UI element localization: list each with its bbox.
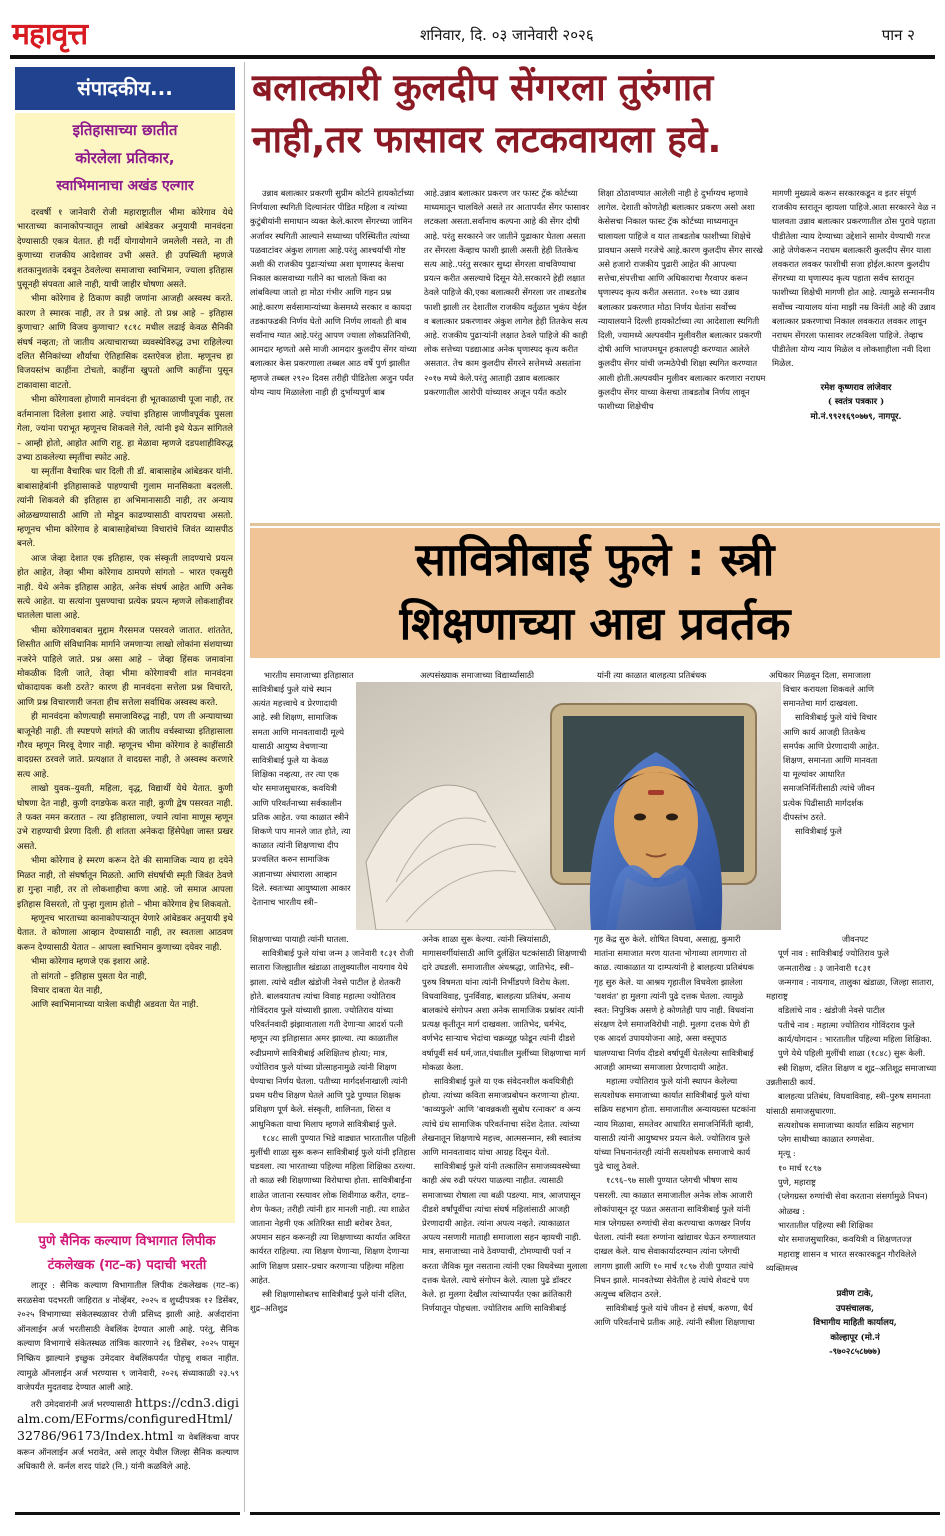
profile-item: (प्लेगग्रस्त रुग्णांची सेवा करताना संसर्गामुळे निधन) — [778, 1191, 928, 1202]
issue-date: शनिवार, दि. ०३ जानेवारी २०२६ — [420, 26, 594, 44]
newspaper-logo: महावृत्त — [12, 17, 88, 52]
notice-paragraph: लातूर : सैनिक कल्याण विभागातील लिपीक टंकलेखक (गट–क) सरळसेवा पदभरती जाहिरात ४ नोव्हेंबर, २०२५ व शुध्दीपत्रक १२ डिसेंबर, २०२५ विभागाच्या संकेतस्थळावर रोजी प्रसिध्द झाली आहे. अर्जदारांना ऑनलाईन अर्ज भरतीसाठी वेबलिंक देण्यात आली आहे. परंतु, सैनिक कल्याण विभागाचे संकेतस्थळ तांत्रिक कारणाने २६ डिसेंबर, २०२५ पासून निष्क्रिय झाल्याने इच्छुक उमेदवार वेबलिंकपर्यंत पोहचू शकत नाहीत. त्यामुळे ऑनलाईन अर्ज भरण्यास ९ जानेवारी, २०२६ संध्याकाळी २३.५९ वाजेपर्यंत मुदतवाढ देण्यात आली आहे. — [17, 1280, 239, 1393]
byline-name: रमेश कृष्णराव लांजेवार — [820, 382, 892, 393]
editorial-paragraph: भीमा कोरेगावबाबत मुद्दाम गैरसमज पसरवले जातात. शांततेत, शिस्तीत आणि संविधानिक मार्गाने जमणाऱ्या लाखो लोकांना संशयाच्या नजरेने पाहिले जाते. प्रश्न असा आहे – जेव्हा हिंसक जमावांना मोकळीक दिली जाते, तेव्हा भीमा कोरेगावची शांत मानवंदना धोकादायक कशी ठरते? कारण ही मानवंदना सत्तेला प्रश्न विचारते, आणि प्रश्न विचारणारी जनता हीच सत्तेला सर्वाधिक अस्वस्थ करते. — [17, 625, 233, 708]
profile-item: जन्मगाव : नायगाव, तालुका खंडाळा, जिल्हा सातारा, महाराष्ट्र — [766, 976, 935, 1002]
notice-text: या वेबलिंकचा वापर करून ऑनलाईन अर्ज भरावेत, असे लातूर येथील जिल्हा सैनिक कल्याण अधिकारी ले. कर्नल शरद पांढरे (नि.) यांनी कळविले आहे. — [17, 1431, 239, 1472]
article-paragraph: शिक्षणाच्या पायाही त्यांनी घातला. — [250, 934, 349, 944]
profile-item: १० मार्च १८९७ — [778, 1162, 822, 1173]
article2-headline — [250, 528, 940, 656]
wrap-text: विचार करायला शिकवले आणि समानतेचा मार्ग दाखवला. — [783, 684, 875, 709]
article-paragraph: अनेक शाळा सुरू केल्या. त्यांनी स्त्रियांसाठी, मागासवर्गीयांसाठी आणि दुर्लक्षित घटकांसाठी शिक्षणाची दारे उघडली. समाजातील अंधश्रद्धा, जातिभेद, स्त्री–पुरुष विषमता यांना त्यांनी निर्भीडपणे विरोध केला. विधवाविवाह, पुनर्विवाह, बालहत्या प्रतिबंध, अनाथ बालकांचे संगोपन अशा अनेक सामाजिक प्रश्नांवर त्यांनी प्रत्यक्ष कृतीतून मार्ग दाखवला. जातिभेद, धर्मभेद, वर्णभेद साऱ्याच भेदांचा चक्रव्यूह फोडून त्यांनी दीडशे वर्षापूर्वी सर्व धर्म,जात,पंथातील मुलींच्या शिक्षणाचा मार्ग मोकळा केला. — [422, 934, 587, 1072]
editorial-paragraph: म्हणूनच भारताच्या कानाकोपऱ्यातून येणारे आंबेडकर अनुयायी इथे येतात. ते कोणाला आव्हान देण्यासाठी नाही, तर स्वतःला आठवण करून देण्यासाठी येतात – आपला स्वाभिमान कुणाच्या दयेवर नाही. — [17, 913, 233, 953]
editorial-paragraph: लाखो युवक–युवती, महिला, वृद्ध, विद्यार्थी येथे येतात. कुणी घोषणा देत नाही, कुणी दगडफेक करत नाही, कुणी द्वेष पसरवत नाही. ते फक्त नमन करतात – त्या इतिहासाला, ज्याने त्यांना माणूस म्हणून उभे राहण्याची प्रेरणा दिली. ही शांतता अनेकदा हिंसेपेक्षा जास्त प्रखर असते. — [17, 784, 233, 852]
article1-column — [250, 186, 418, 521]
article-paragraph: सावित्रीबाई फुले यांचा जन्म ३ जानेवारी १८३१ रोजी सातारा जिल्ह्यातील खंडाळा तालुक्यातील नायगाव येथे झाला. त्यांचे वडील खंडोजी नेवसे पाटील हे शेतकरी होते. बालवयातच त्यांचा विवाह महात्मा ज्योतिराव गोविंदराव फुले यांच्याशी झाला. ज्योतिराव यांच्या परिवर्तनवादी झंझावाताला गती देणाऱ्या आदर्श पत्नी म्हणून त्या इतिहासात अमर झाल्या. त्या काळातील रुढीप्रमाणे सावित्रीबाई अशिक्षितच होत्या; मात्र, ज्योतिराव फुले यांच्या प्रोत्साहनामुळे त्यांनी शिक्षण घेण्याचा निर्णय घेतला. पतीच्या मार्गदर्शनाखाली त्यांनी प्रथम घरीच शिक्षण घेतले आणि पुढे पुण्यात शिक्षक प्रशिक्षण पूर्ण केले. संस्कृती, शालिनता, शिस्त व आधुनिकता याचा मिलाप म्हणजे सावित्रीबाई फुले. — [250, 948, 414, 1129]
headline-line: शिक्षणाच्या आद्य प्रवर्तक — [399, 597, 791, 650]
profile-item: सत्यशोधक समाजाच्या कार्यात सक्रिय सहभाग — [778, 1119, 914, 1130]
editorial-paragraph: ही मानवंदना कोणत्याही समाजाविरुद्ध नाही, पण ती अन्यायाच्या बाजूनेही नाही. ती स्पष्टपणे सांगते की जातीय वर्चस्वाच्या इतिहासाला गौरव म्हणून मिरवू देणार नाही. म्हणूनच भीमा कोरेगाव हे काहींसाठी वादग्रस्त ठरवले जाते. प्रत्यक्षात ते वादग्रस्त नाही, ते अस्वस्थ करणारे सत्य आहे. — [17, 712, 233, 780]
editorial-title-line: स्वाभिमानाचा अखंड एल्गार — [56, 178, 194, 194]
lead-text: यांनी त्या काळात बालहत्या प्रतिबंधक — [597, 670, 707, 680]
article1-headline — [252, 62, 937, 166]
editorial-paragraph: भीमा कोरेगाव हे ठिकाण काही जणांना आजही अस्वस्थ करते. कारण ते स्मारक नाही, तर ते प्रश्न आहे. तो प्रश्न आहे – इतिहास कुणाचा? आणि विजय कुणाचा? १८१८ मधील लढाई केवळ सैनिकी संघर्ष नव्हता; तो जातीय अत्याचाराच्या व्यवस्थेविरुद्ध उभा राहिलेल्या दलित सैनिकांच्या शौर्याचा ऐतिहासिक दस्तऐवज होता. म्हणूनच हा विजयस्तंभ काहींना टोचतो, काहींना खुपतो आणि काहींना पुसून टाकावासा वाटतो. — [17, 294, 233, 391]
lead-text: अल्पसंख्याक समाजाच्या विद्यार्थ्यांसाठी — [420, 670, 534, 680]
editorial-title-line: इतिहासाच्या छातीत — [72, 121, 178, 139]
profile-item: पुणे, महाराष्ट्र — [778, 1177, 816, 1188]
article-divider — [250, 523, 940, 526]
article2-left-wrap: सावित्रीबाई फुले यांचे स्थान अत्यंत महत्त्वाचे व प्रेरणादायी आहे. स्त्री शिक्षण, सामाजिक समता आणि मानवतावादी मूल्ये यासाठी आयुष्य वेचणाऱ्या सावित्रीबाई फुले या केवळ शिक्षिका नव्हत्या, तर त्या एक थोर समाजसुधारक, कवयित्री आणि परिवर्तनाच्या सर्वकालीन प्रतिक आहेत. ज्या काळात स्त्रीने शिकणे पाप मानले जात होते, त्या काळात त्यांनी शिक्षणाचा दीप प्रज्वलित करुन सामाजिक अज्ञानाच्या अंधाराला आव्हान दिले. स्वतःच्या आयुष्याला आकार देतानाच भारतीय स्त्री– — [252, 684, 351, 908]
masthead — [10, 18, 935, 52]
article1-byline — [772, 381, 940, 425]
article-text: मागणी मुख्यत्वे करून सरकारकडून व इतर संपूर्ण राजकीय स्तरातून व्हायला पाहिजे.आता सरकारने वेळ न घालवता उन्नाव बलात्कार प्रकरणातील ठोस पुरावे पहाता पीडीतेला न्याय देण्याच्या उद्देशाने सामोर येण्याची गरज आहे जेणेकरून नराधम बलात्कारी कुलदीप सेंगर याला लवकरात लवकर फाशीची सजा होईल.कारण कुलदीप सेंगरच्या या घृणास्पद कृत्य पहाता सर्वच स्तरातून फाशीच्या शिक्षेची मागणी होत आहे. त्यामुळे सन्माननीय सर्वोच्च न्यायालय यांना माझी नम्र विनंती आहे की उन्नाव बलात्कार प्रकरणाचा निकाल लवकरात लवकर लावून नराधम सेंगरला फासावर लटकविला पाहिजे. तेव्हाच पीडीतेला योग्य न्याय मिळेल व लोकशाहीला नवी दिशा मिळेल. — [772, 188, 936, 369]
profile-item: भारतातील पहिल्या स्त्री शिक्षिका — [778, 1219, 874, 1230]
editorial-paragraph: या स्मृतींना वैचारिक धार दिली ती डॉ. बाबासाहेब आंबेडकर यांनी. बाबासाहेबांनी इतिहासाकडे पाहण्याची गुलाम मानसिकता बदलली. त्यांनी शिकवले की इतिहास हा अभिमानासाठी नाही, तर अन्याय ओळखण्यासाठी आणि तो मोडून काढण्यासाठी वापरायचा असतो. म्हणूनच भीमा कोरेगाव हे बाबासाहेबांच्या विचारांचे जिवंत व्यासपीठ बनले. — [17, 467, 233, 550]
article1-column — [598, 186, 766, 521]
column-divider — [244, 62, 245, 1512]
byline-city: कोल्हापूर (मो.नं — [830, 1332, 880, 1343]
lead-text: भारतीय समाजाच्या इतिहासात — [264, 670, 354, 680]
article-paragraph: सावित्रीबाई फुले यांचे जीवन हे संघर्ष, करुणा, धैर्य आणि परिवर्तनाचे प्रतीक आहे. त्यांनी स्त्रीला शिक्षणाचा — [594, 1303, 755, 1328]
article2-byline — [766, 1287, 944, 1360]
editorial-paragraph: भीमा कोरेगाव हे स्मरण करून देते की सामाजिक न्याय हा दयेने मिळत नाही, तो संघर्षातून मिळतो. आणि संघर्षाची स्मृती जिवंत ठेवणे हा गुन्हा नाही, तर तो लोकशाहीचा कणा आहे. जो समाज आपला इतिहास विसरतो, तो पुन्हा गुलाम होतो – भीमा कोरेगाव हेच शिकवतो. — [17, 856, 233, 910]
profile-item: प्लेग साथीच्या काळात रुग्णसेवा. — [778, 1134, 875, 1145]
byline-role: ( स्वतंत्र पत्रकार ) — [827, 397, 885, 408]
article2-right-wrap — [783, 682, 883, 930]
byline-role: उपसंचालक, — [835, 1303, 875, 1314]
notice-title-line: पुणे सैनिक कल्याण विभागात लिपीक — [38, 1234, 216, 1249]
portrait-illustration — [356, 682, 781, 930]
byline-contact: मो.नं.९९२१६९०७७९, नागपूर. — [810, 411, 902, 422]
editorial-paragraph: दरवर्षी १ जानेवारी रोजी महाराष्ट्रातील भीमा कोरेगाव येथे भारताच्या कानाकोपऱ्यातून लाखो आंबेडकर अनुयायी मानवंदना देण्यासाठी एकत्र येतात. ही गर्दी योगायोगाने जमलेली नसते, ना ती कुणाच्या राजकीय आदेशावर उभी असते. ही उपस्थिती म्हणजे शतकानुशतके दबवून ठेवलेल्या समाजाचा स्वाभिमान, ज्याला इतिहास पुसूनही संपवता आले नाही, याची जाहीर घोषणा असते. — [17, 208, 233, 291]
profile-item: पुणे येथे पहिली मुलींची शाळा (१८४८) सुरू केली. — [778, 1048, 926, 1059]
notice-url-link[interactable]: https://cdn3.digialm.com/EForms/configuredHtml/32786/96173/Index.html — [17, 1394, 239, 1443]
byline-office: विभागीय माहिती कार्यालय, — [813, 1318, 897, 1329]
editorial-title-line: कोरलेला प्रतिकार, — [75, 149, 175, 167]
profile-item: थोर समाजसुधारिका, कवयित्री व शिक्षणतज्ज्ञ — [778, 1234, 912, 1245]
page-number: पान २ — [881, 26, 915, 44]
article-paragraph: सावित्रीबाई फुले या एक संवेदनशील कवयित्रीही होत्या. त्यांच्या कविता समाजप्रबोधन करणाऱ्या होत्या. 'काव्यफुले' आणि 'बावन्नकशी सुबोध रत्नाकर' व अन्य त्यांचे ग्रंथ सामाजिक परिवर्तनाचा संदेश देतात. त्यांच्या लेखनातून शिक्षणाचे महत्त्व, आत्मसन्मान, स्त्री स्वातंत्र्य आणि मानवतावाद यांचा आग्रह दिसून येतो. — [422, 1076, 582, 1158]
editorial-paragraph: तो सांगतो – इतिहास पुसता येत नाही, — [31, 971, 147, 982]
article-text: शिक्षा ठोठावण्यात आलेली नाही हे दुर्भाग्यच म्हणावे लागेल. देशाती कोणतेही बलात्कार प्रकरण असो अशा केसेसचा निकाल फास्ट ट्रॅक कोर्टच्या माध्यमातून चालायला पाहिजे व यात ताबडतोब फाशीच्या शिक्षेचे प्रावधान असणे गरजेचे आहे.कारण कुलदीप सेंगर सारखे असे हजारो राजकीय पुढारी आहेत की आपल्या सत्तेचा,संपत्तीचा आणि अधिकाराचा गैरवापर करून घृणास्पद कृत्य करीत असतात. २०१७ च्या उन्नाव बलात्कार प्रकरणात मोठा निर्णय घेतांना सर्वोच्च न्यायालयाने दिल्ली हायकोर्टाच्या त्या आदेशाला स्थगिती दिली, ज्यामध्ये अल्पवयीन मुलीवरील बलात्कार प्रकरणी दोषी आणि भाजपमधून हकालपट्टी करण्यात आलेले कुलदीप सेंगर यांची जन्मठेपेची शिक्षा स्थगित करण्यात आली होती.अल्पवयीन मुलीवर बलात्कार करणारा नराधम कुलदीप सेंगर याच्या केसचा ताबडतोब निर्णय लावून फाशीच्या शिक्षेचीच — [598, 188, 766, 412]
editorial-paragraph: भीमा कोरेगावला होणारी मानवंदना ही भूतकाळाची पूजा नाही, तर वर्तमानाला दिलेला इशारा आहे. ज्यांचा इतिहास जाणीवपूर्वक पुसला गेला, ज्यांना पराभूत म्हणूनच शिकवले गेले, त्यांनी इथे येऊन सांगितले – आम्ही होतो, आहोत आणि राहू. हा मेळावा म्हणजे दडपशाहीविरुद्ध उभ्या ठाकलेल्या स्मृतींचा स्फोट आहे. — [17, 395, 233, 463]
article-text: आहे.उन्नाव बलात्कार प्रकरण जर फास्ट ट्रॅक कोर्टच्या माध्यमातून चालविले असते तर आतापर्यंत सेंगर फासावर लटकला असता.सर्वांनाच कल्पना आहे की सेंगर दोषी आहे. परंतु सरकारने जर जातीने पुढाकार घेतला असता तर सेंगरला केंव्हाच फाशी झाली असती हेही तितकेच सत्य आहे..परंतु सरकार सुध्दा सेंगरला वाचविण्याचा प्रयत्न करीत असल्याचे दिसून येते.सरकारने हेही लक्षात ठेवले पाहिजे की,एका बलात्कारी सेंगरला जर ताबडतोब फाशी झाली तर देशातील राजकीय वर्तुळात भुकंप येईल व बलात्कार प्रकरणावर अंकुश लागेल हेही तितकेच सत्य आहे. राजकीय पुढाऱ्यांनी लक्षात ठेवले पाहिजे की काही लोक सत्तेच्या पडद्याआड अनेक घृणास्पद कृत्य करीत असतात. तेच काम कुलदीप सेंगरने सत्तेमध्ये असतांना २०१७ मध्ये केले.परंतु आताही उन्नाव बलात्कार प्रकरणातील आरोपी यांच्यावर अजून पर्यंत कठोर — [424, 188, 590, 397]
profile-item: पतीचे नाव : महात्मा ज्योतिराव गोविंदराव फुले — [778, 1019, 915, 1030]
byline-name: प्रवीण टाके, — [836, 1289, 874, 1300]
article-paragraph: गृह केंद्र सुरु केले. शोषित विधवा, असाह्य, कुमारी मातांना समाजात मरण यातना भोगाव्या लागणारा तो काळ. त्याकाळात या दाम्पत्यांनी हे बालहत्या प्रतिबंधक गृह सुरु केले. या आश्रय गृहातील विधवेला झालेला 'यशवंत' हा मुलगा त्यांनी पुढे दत्तक घेतला. त्यामुळे स्वत: निपुत्रिक असणे हे कोणतेही पाप नाही. विधवांना संरक्षण देणे समाजविरोधी नाही. मुलगा दत्तक घेणे ही एक आदर्श उपाययोजना आहे, असा वस्तूपाठ घालण्याचा निर्णय दीडशे वर्षापूर्वी घेतलेल्या सावित्रीबाई आजही आमच्या समाजाला प्रेरणादायी आहेत. — [594, 934, 754, 1072]
profile-item: महाराष्ट्र शासन व भारत सरकारकडून गौरविलेले व्यक्तिमत्त्व — [766, 1248, 917, 1273]
article-paragraph: सावित्रीबाई फुले यांनी तत्कालिन समाजव्यवस्थेच्या काही अंध रुढी परंपरा पाळल्या नाहीत. त्यासाठी समाजाच्या रोषाला त्या बळी पडल्या. मात्र, आजपासून दीडशे वर्षांपूर्वीचा त्यांचा संघर्ष महिलांसाठी आजही प्रेरणादायी आहेत. त्यांना अपत्य नव्हते. त्याकाळात अपत्य नसणारी माताही समाजाला सहन व्हायची नाही. मात्र, समाजाच्या नावे ठेवण्याची, टोमण्याची पर्वा न करता जैविक मूल नसताना त्यांनी एका विधवेच्या मुलाला दत्तक घेतले. त्याचे संगोपन केले. त्याला पुढे डॉक्टर केले. हा मुलगा देखील त्यांच्यापर्यंत एका क्रांतिकारी निर्णयातून पोहचला. ज्योतिराव आणि सावित्रीबाई — [422, 1161, 588, 1314]
notice-title — [15, 1230, 239, 1278]
bottom-rule-right — [250, 1512, 940, 1515]
article2-profile-sidebar — [766, 932, 944, 1512]
masthead-rule — [10, 55, 935, 59]
article-paragraph: महात्मा ज्योतिराव फुले यांनी स्थापन केलेल्या सत्यशोधक समाजाच्या कार्यात सावित्रीबाई फुले यांचा सक्रिय सहभाग होता. समाजातील अन्यायग्रस्त घटकांना न्याय मिळावा, समतेवर आधारित समाजनिर्मिती व्हावी, यासाठी त्यांनी आयुष्यभर प्रयत्न केले. ज्योतिराव फुले यांच्या निधनानंतरही त्यांनी सत्यशोधक समाजाचे कार्य पुढे चालू ठेवले. — [594, 1076, 756, 1172]
profile-item: कार्य/योगदान : भारतातील पहिल्या महिला शिक्षिका. — [778, 1034, 933, 1045]
editorial-paragraph: भीमा कोरेगाव म्हणजे एक इशारा आहे. — [31, 957, 150, 968]
savitribai-phule-photo — [356, 682, 781, 930]
article-paragraph: स्त्री शिक्षणासोबतच सावित्रीबाई फुले यांनी दलित, शुद्र–अतिशुद्र — [250, 1289, 408, 1314]
lead-text: अधिकार मिळवून दिला, समाजाला — [769, 670, 871, 680]
article2-column — [250, 932, 416, 1512]
profile-heading: जीवनपट — [841, 934, 869, 944]
article-paragraph: १८४८ साली पुण्यात भिडे वाड्यात भारतातील पहिली मुलींची शाळा सुरू करून सावित्रीबाई फुले यांनी इतिहास घडवला. त्या भारताच्या पहिल्या महिला शिक्षिका ठरल्या. तो काळ स्त्री शिक्षणाच्या विरोधाचा होता. सावित्रीबाईंना शाळेत जाताना रस्त्यावर लोक शिवीगाळ करीत, दगड–शेण फेकत; तरीही त्यांनी हार मानली नाही. त्या शाळेत जाताना नेहमी एक अतिरिक्त साडी बरोबर ठेवत, अपमान सहन करूनही त्या शिक्षणाच्या कार्यात अविरत कार्यरत राहिल्या. त्या शिक्षण घेणाऱ्या, शिक्षण देणाऱ्या आणि शिक्षण प्रसार–प्रचार करणाऱ्या पहिल्या महिला आहेत. — [250, 1132, 416, 1285]
wrap-text: सावित्रीबाई फुले यांचे विचार आणि कार्य आजही तितकेच समर्पक आणि प्रेरणादायी आहेत. शिक्षण, समानता आणि मानवता या मूल्यांवर आधारित समाजनिर्मितीसाठी त्यांचे जीवन प्रत्येक पिढीसाठी मार्गदर्शक दीपस्तंभ ठरते. — [783, 712, 880, 822]
editorial-section-label: संपादकीय... — [15, 67, 235, 110]
article2-body — [250, 932, 760, 1512]
editorial-paragraph: आणि स्वाभिमानाच्या यात्रेला कधीही अडवता येत नाही. — [31, 1000, 199, 1011]
article2-column — [422, 932, 588, 1512]
profile-item: पूर्ण नाव : सावित्रीबाई ज्योतिराव फुले — [778, 948, 890, 959]
editorial-body — [17, 206, 233, 1226]
editorial-title — [15, 116, 235, 200]
wrap-text: सावित्रीबाई फुले — [795, 826, 842, 837]
notice-body — [17, 1278, 239, 1498]
article1-column — [772, 186, 940, 521]
profile-item: जन्मतारीख : ३ जानेवारी १८३१ — [778, 962, 872, 973]
article1-body — [250, 186, 940, 521]
headline-line: सावित्रीबाई फुले : स्त्री — [415, 533, 775, 586]
article2-column — [594, 932, 760, 1512]
notice-title-line: टंकलेखक (गट–क) पदाची भरती — [47, 1258, 207, 1273]
notice-paragraph-2 — [17, 1395, 239, 1474]
headline-line: नाही,तर फासावर लटकवायला हवे. — [252, 118, 722, 161]
article-text: उन्नाव बलात्कार प्रकरणी सुप्रीम कोर्टाने हायकोर्टाच्या निर्णयाला स्थगिती दिल्यानंतर पीडित महिला व त्यांच्या कुटुंबीयांनी समाधान व्यक्त केले.कारण सेंगरच्या जामिन अर्जावर स्थगिती आल्याने सध्याच्या परिस्थितीत त्यांच्या पळवाटांवर अंकुश लागला आहे.परंतु आश्चर्याची गोष्ट अशी की राजकीय पुढाऱ्यांच्या अशा घृणास्पद केसचा निकाल कासवाच्या गतीने का चालतो किंवा का लांबविल्या जातो हा मोठा गंभीर आणि गहन प्रश्न आहे.कारण सर्वसामान्यांच्या केसमध्ये सरकार व कायदा तडकाफडकी निर्णय घेतो आणि निर्णय लावतो ही बाब सर्वांनाच ग्यात आहे.परंतु आपण ज्याला लोकप्रतिनिधी, आमदार म्हणतो असे माजी आमदार कुलदीप सेंगर यांच्या बलात्कार केस प्रकरणाला तब्बल आठ वर्षे पुर्ण झालीत म्हणजे तब्बल २९२० दिवस तरीही पीडितेला अजुन पर्यंत योग्य न्याय मिळालेला नाही ही दुर्भाग्यपुर्ण बाब — [250, 188, 417, 397]
article1-column — [424, 186, 592, 521]
profile-item: ओळख : — [778, 1205, 806, 1216]
article-paragraph: १८९६–९७ साली पुण्यात प्लेगची भीषण साथ पसरली. त्या काळात समाजातील अनेक लोक आजारी लोकांपासून दूर पळत असताना सावित्रीबाई फुले यांनी मात्र प्लेगग्रस्त रुग्णांची सेवा करण्याचा कणखर निर्णय घेतला. त्यांनी स्वतः रुग्णांना खांद्यावर घेऊन रुग्णालयात दाखल केले. याच सेवाकार्यादरम्यान त्यांना प्लेगची लागण झाली आणि १० मार्च १८९७ रोजी पुण्यात त्यांचे निधन झाले. मानवतेच्या सेवेतील हे त्यांचे शेवटचे पण अत्युच्च बलिदान ठरले. — [594, 1175, 756, 1300]
byline-contact: -९७०२८५८७७७) — [829, 1347, 881, 1358]
profile-item: मृत्यू : — [778, 1148, 796, 1159]
article2-lead-line — [252, 668, 937, 682]
profile-item: स्त्री शिक्षण, दलित शिक्षण व शूद्र–अतिशूद्र समाजाच्या उन्नतीसाठी कार्य. — [766, 1062, 937, 1087]
editorial-paragraph: विचार दाबता येत नाही, — [31, 985, 103, 996]
profile-item: वडिलांचे नाव : खंडोजी नेवसे पाटील — [778, 1005, 885, 1016]
profile-list — [766, 946, 944, 1275]
profile-item: बालहत्या प्रतिबंध, विधवाविवाह, स्त्री–पुरुष समानता यांसाठी समाजसुधारणा. — [766, 1091, 931, 1116]
bottom-rule-left — [15, 1512, 240, 1515]
headline-line: बलात्कारी कुलदीप सेंगरला तुरुंगात — [252, 66, 714, 109]
editorial-paragraph: आज जेव्हा देशात एक इतिहास, एक संस्कृती लादण्याचे प्रयत्न होत आहेत, तेव्हा भीमा कोरेगाव ठामपणे सांगतो – भारत एकसुरी नाही. येथे अनेक इतिहास आहेत, अनेक संघर्ष आहेत आणि अनेक सत्ये आहेत. या सत्यांना पुसण्याचा प्रत्येक प्रयत्न म्हणजे लोकशाहीवर घातलेला घाला आहे. — [17, 553, 233, 622]
notice-text: तरी उमेदवारांनी अर्ज भरण्यासाठी — [31, 1398, 132, 1409]
